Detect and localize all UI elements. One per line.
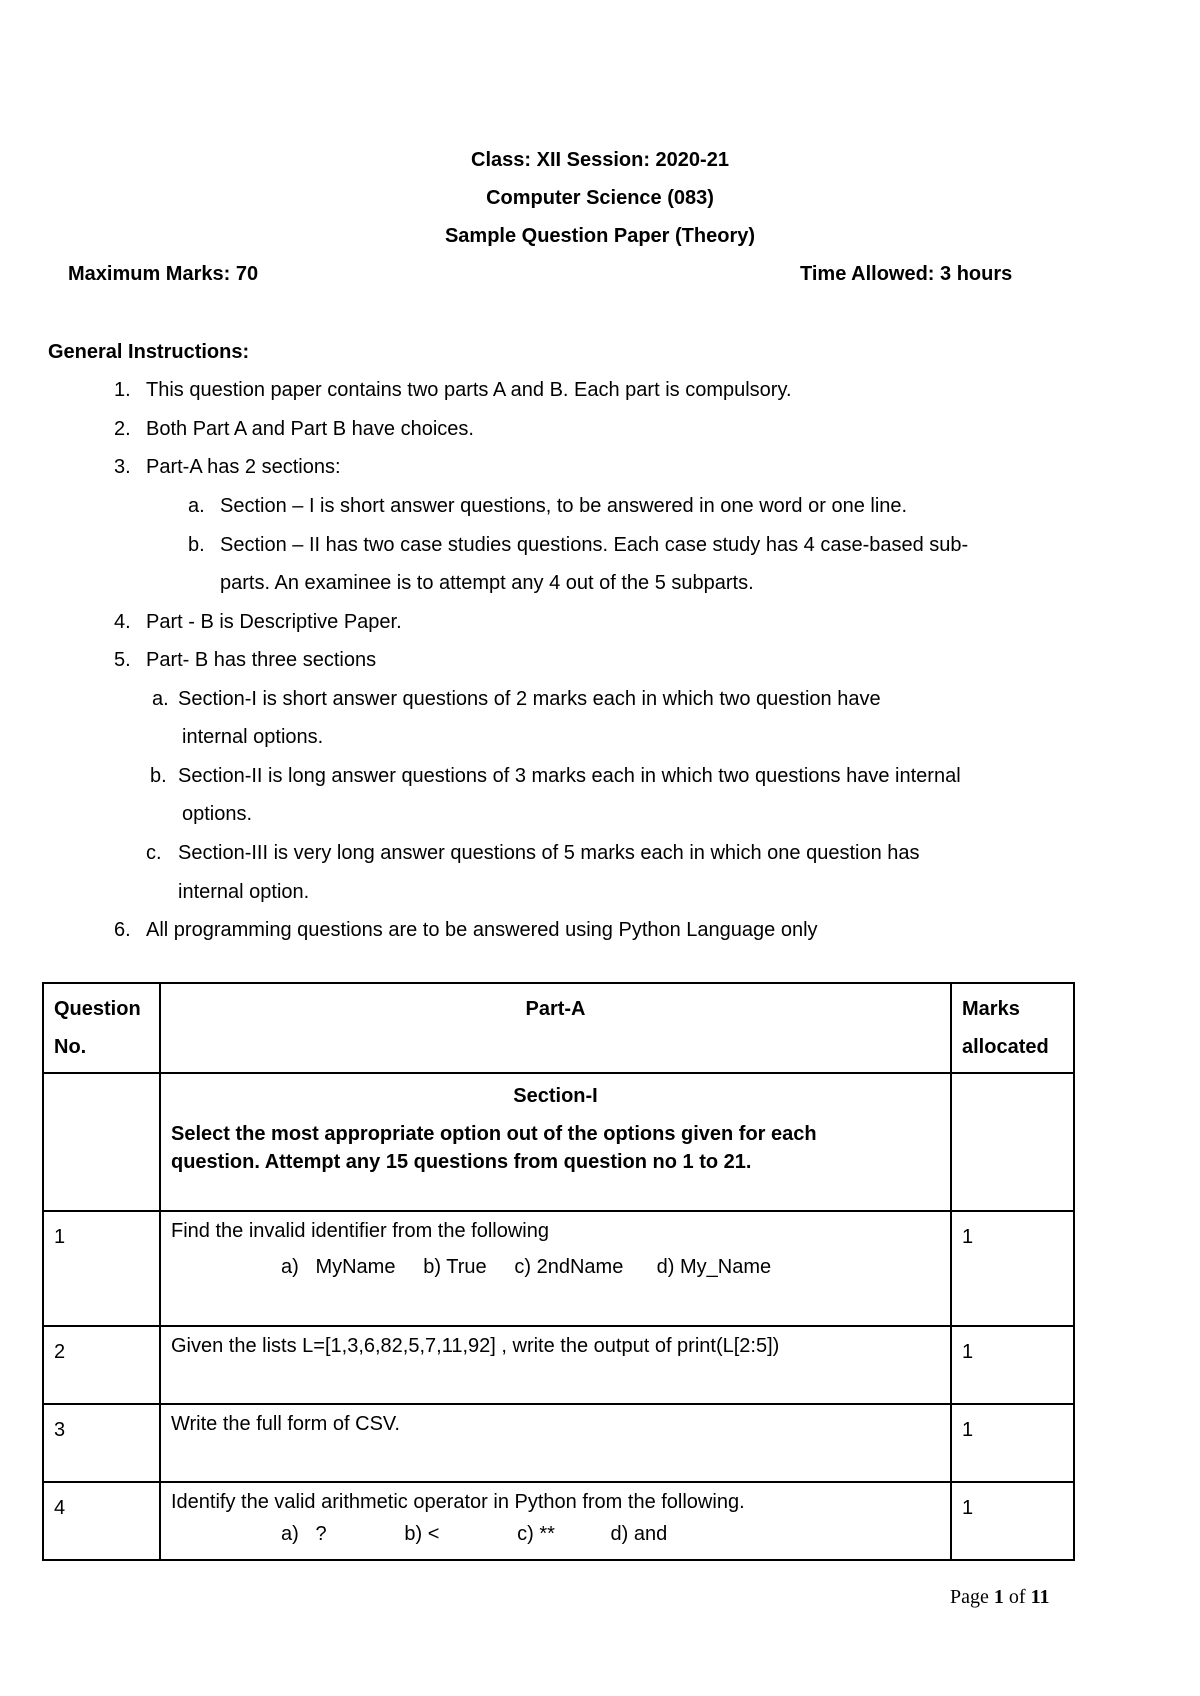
instruction-continuation: options. <box>182 803 253 825</box>
question-table <box>42 982 1075 1561</box>
question-text-cell: Identify the valid arithmetic operator in Python from the following. a) ? b) < c) ** d) and <box>160 1482 951 1560</box>
question-marks: 1 <box>951 1482 1074 1560</box>
question-number: 2 <box>43 1326 160 1404</box>
subject-title: Computer Science (083) <box>486 187 714 209</box>
instruction-item: 4. Part - B is Descriptive Paper. <box>114 611 402 633</box>
question-options: a) ? b) < c) ** d) and <box>281 1523 668 1545</box>
part-a-header: Part-A <box>160 983 951 1073</box>
table-row <box>43 1404 1074 1482</box>
instruction-item: 6. All programming questions are to be answered using Python Language only <box>114 919 818 941</box>
paper-title: Sample Question Paper (Theory) <box>444 225 756 247</box>
table-row <box>43 1211 1074 1326</box>
instruction-continuation: parts. An examinee is to attempt any 4 out of the 5 subparts. <box>220 572 754 594</box>
time-allowed: Time Allowed: 3 hours <box>800 263 1013 285</box>
instruction-subitem: a. Section – I is short answer questions, to be answered in one word or one line. <box>188 495 908 517</box>
table-row <box>43 1482 1074 1560</box>
instruction-item: 2. Both Part A and Part B have choices. <box>114 418 474 440</box>
question-number: 1 <box>43 1211 160 1326</box>
instruction-subitem: a. Section-I is short answer questions of 2 marks each in which two question have <box>152 688 881 710</box>
marks-allocated-header: Marks allocated <box>951 983 1074 1073</box>
question-text-cell: Given the lists L=[1,3,6,82,5,7,11,92] , write the output of print(L[2:5]) <box>160 1326 951 1404</box>
question-number: 3 <box>43 1404 160 1482</box>
section-cell <box>160 1073 951 1211</box>
question-options: a) MyName b) True c) 2ndName d) My_Name <box>281 1256 772 1278</box>
question-no-header: Question No. <box>43 983 160 1073</box>
instruction-item: 5. Part- B has three sections <box>114 649 377 671</box>
instruction-continuation: internal option. <box>178 881 310 903</box>
section-row <box>43 1073 1074 1211</box>
maximum-marks: Maximum Marks: 70 <box>68 263 259 285</box>
question-number: 4 <box>43 1482 160 1560</box>
instruction-subitem: b. Section-II is long answer questions of 3 marks each in which two questions have internal <box>150 765 961 787</box>
general-instructions-heading: General Instructions: <box>48 341 250 363</box>
question-text-cell: Find the invalid identifier from the following a) MyName b) True c) 2ndName d) My_Name <box>160 1211 951 1326</box>
instruction-subitem: b. Section – II has two case studies questions. Each case study has 4 case-based sub- <box>188 534 969 556</box>
question-marks: 1 <box>951 1326 1074 1404</box>
instruction-item: 3. Part-A has 2 sections: <box>114 456 341 478</box>
instruction-item: 1. This question paper contains two parts A and B. Each part is compulsory. <box>114 379 792 401</box>
instruction-continuation: internal options. <box>182 726 324 748</box>
page-number-footer: Page 1 of 11 <box>950 1586 1050 1608</box>
section-description: Select the most appropriate option out of the options given for each question. Attempt any 15 questions from question no 1 to 21. <box>171 1123 817 1173</box>
section-title: Section-I <box>513 1085 598 1107</box>
table-header-row <box>43 983 1074 1073</box>
instruction-subitem: c. Section-III is very long answer questions of 5 marks each in which one question has <box>146 842 920 864</box>
class-session-title: Class: XII Session: 2020-21 <box>471 149 729 171</box>
question-text-cell: Write the full form of CSV. <box>160 1404 951 1482</box>
question-marks: 1 <box>951 1404 1074 1482</box>
question-marks: 1 <box>951 1211 1074 1326</box>
table-row <box>43 1326 1074 1404</box>
